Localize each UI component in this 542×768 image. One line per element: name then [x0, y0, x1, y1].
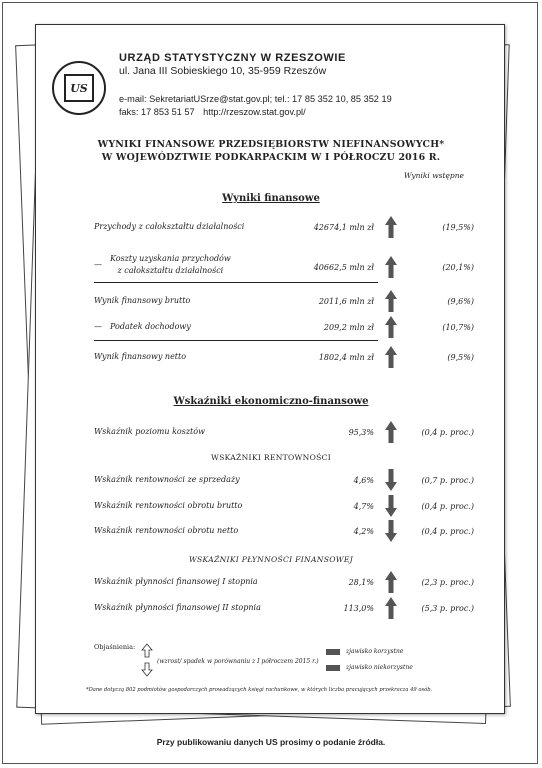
profitability-heading: WSKAŹNIKI RENTOWNOŚCI: [210, 453, 332, 462]
row-value: 4,6%: [353, 475, 374, 485]
row-label-line-2: z całokształtu działalności: [117, 266, 224, 275]
legend-label: Objaśnienia:: [94, 643, 136, 651]
row-value: 209,2 mln zł: [323, 322, 374, 332]
arrow-up-icon: [384, 215, 398, 244]
row-change: (0,4 p. proc.): [421, 526, 474, 536]
arrow-up-icon: [384, 345, 398, 374]
organization-name: URZĄD STATYSTYCZNY W RZESZOWIE: [119, 52, 346, 64]
row-label: Wskaźnik poziomu kosztów: [94, 427, 205, 436]
logo-mark: US: [64, 74, 94, 102]
arrow-up-icon: [384, 255, 398, 284]
fin-row-costs: [94, 251, 474, 281]
row-label: Wskaźnik płynności finansowej II stopnia: [94, 603, 261, 612]
legend-favorable: zjawisko korzystne: [346, 648, 404, 655]
row-label: [94, 251, 231, 279]
row-value: 113,0%: [343, 603, 374, 613]
liquidity-heading: WSKAŹNIKI PŁYNNOŚCI FINANSOWEJ: [188, 555, 354, 564]
row-value: 4,7%: [353, 501, 374, 511]
unfavorable-swatch: [326, 665, 340, 671]
minus-sign: —: [94, 260, 102, 269]
contact-block: [119, 93, 392, 119]
row-change: (20,1%): [442, 262, 474, 272]
row-change: (2,3 p. proc.): [421, 577, 474, 587]
footnote: *Dane dotyczą 802 podmiotów gospodarczych prowadzących księgi rachunkowe, w których liczba pracujących przekracza 49 osób.: [86, 687, 433, 693]
document-title: [36, 138, 506, 164]
contact-email-phone: e-mail: SekretariatUSrze@stat.gov.pl; tel.: 17 85 352 10, 85 352 19: [119, 94, 392, 104]
row-change: (0,4 p. proc.): [421, 501, 474, 511]
row-label: [94, 315, 191, 339]
arrow-down-icon: [384, 519, 398, 548]
indicators-heading: Wskaźniki ekonomiczno-finansowe: [173, 396, 369, 407]
arrow-up-icon: [384, 570, 398, 599]
title-line-2: W WOJEWÓDZTWIE PODKARPACKIM W I PÓŁROCZU 2016 R.: [101, 152, 441, 163]
arrow-up-icon: [384, 596, 398, 625]
arrow-up-icon: [384, 289, 398, 318]
row-change: (0,7 p. proc.): [421, 475, 474, 485]
fin-row-revenue: [94, 215, 474, 245]
row-value: 4,2%: [353, 526, 374, 536]
ind-row-cost-level: [94, 420, 474, 450]
row-label: Wskaźnik rentowności obrotu brutto: [94, 501, 243, 510]
row-label: Wskaźnik rentowności obrotu netto: [94, 526, 239, 535]
title-line-1: WYNIKI FINANSOWE PRZEDSIĘBIORSTW NIEFINANSOWYCH*: [97, 139, 445, 150]
row-value: 28,1%: [348, 577, 374, 587]
arrow-down-icon: [384, 468, 398, 497]
us-stat-logo: [52, 61, 106, 115]
row-label: Wynik finansowy brutto: [94, 296, 191, 305]
row-change: (9,5%): [447, 352, 474, 362]
fin-row-net: [94, 345, 474, 375]
ind-row-profitability-net: [94, 519, 474, 549]
divider-line: [94, 282, 378, 283]
row-label: Przychody z całokształtu działalności: [94, 222, 245, 231]
row-change: (10,7%): [442, 322, 474, 332]
ind-row-liquidity-2: [94, 596, 474, 626]
legend: [94, 641, 464, 681]
minus-sign: —: [94, 322, 102, 331]
row-value: 2011,6 mln zł: [318, 296, 374, 306]
row-change: (9,6%): [447, 296, 474, 306]
document-sheet: [35, 24, 505, 714]
row-label: Wskaźnik płynności finansowej I stopnia: [94, 577, 258, 586]
row-value: 42674,1 mln zł: [313, 222, 374, 232]
row-label: Wskaźnik rentowności ze sprzedaży: [94, 475, 240, 484]
source-citation-note: Przy publikowaniu danych US prosimy o podanie źródła.: [156, 737, 386, 747]
legend-unfavorable: zjawisko niekorzystne: [346, 664, 413, 671]
row-value: 40662,5 mln zł: [313, 262, 374, 272]
organization-block: [119, 52, 346, 78]
row-label-text: Podatek dochodowy: [110, 322, 191, 331]
hollow-arrows-icon: [141, 643, 153, 679]
row-change: (0,4 p. proc.): [421, 427, 474, 437]
organization-address: ul. Jana III Sobieskiego 10, 35-959 Rzeszów: [119, 65, 327, 77]
arrow-up-icon: [384, 420, 398, 449]
favorable-swatch: [326, 649, 340, 655]
row-change: (5,3 p. proc.): [421, 603, 474, 613]
row-value: 95,3%: [348, 427, 374, 437]
financial-results-heading: Wyniki finansowe: [222, 193, 320, 204]
contact-website[interactable]: http://rzeszow.stat.gov.pl/: [203, 107, 306, 117]
row-value: 1802,4 mln zł: [318, 352, 374, 362]
divider-line: [94, 340, 378, 341]
legend-arrows-description: (wzrost/ spadek w porównaniu z I półroczem 2015 r.): [157, 658, 319, 665]
preliminary-note: Wyniki wstępne: [403, 171, 464, 180]
row-label: Wynik finansowy netto: [94, 352, 187, 361]
row-label-line-1: Koszty uzyskania przychodów: [110, 254, 231, 263]
row-change: (19,5%): [442, 222, 474, 232]
arrow-up-icon: [384, 315, 398, 344]
contact-fax: faks: 17 853 51 57: [119, 107, 195, 117]
